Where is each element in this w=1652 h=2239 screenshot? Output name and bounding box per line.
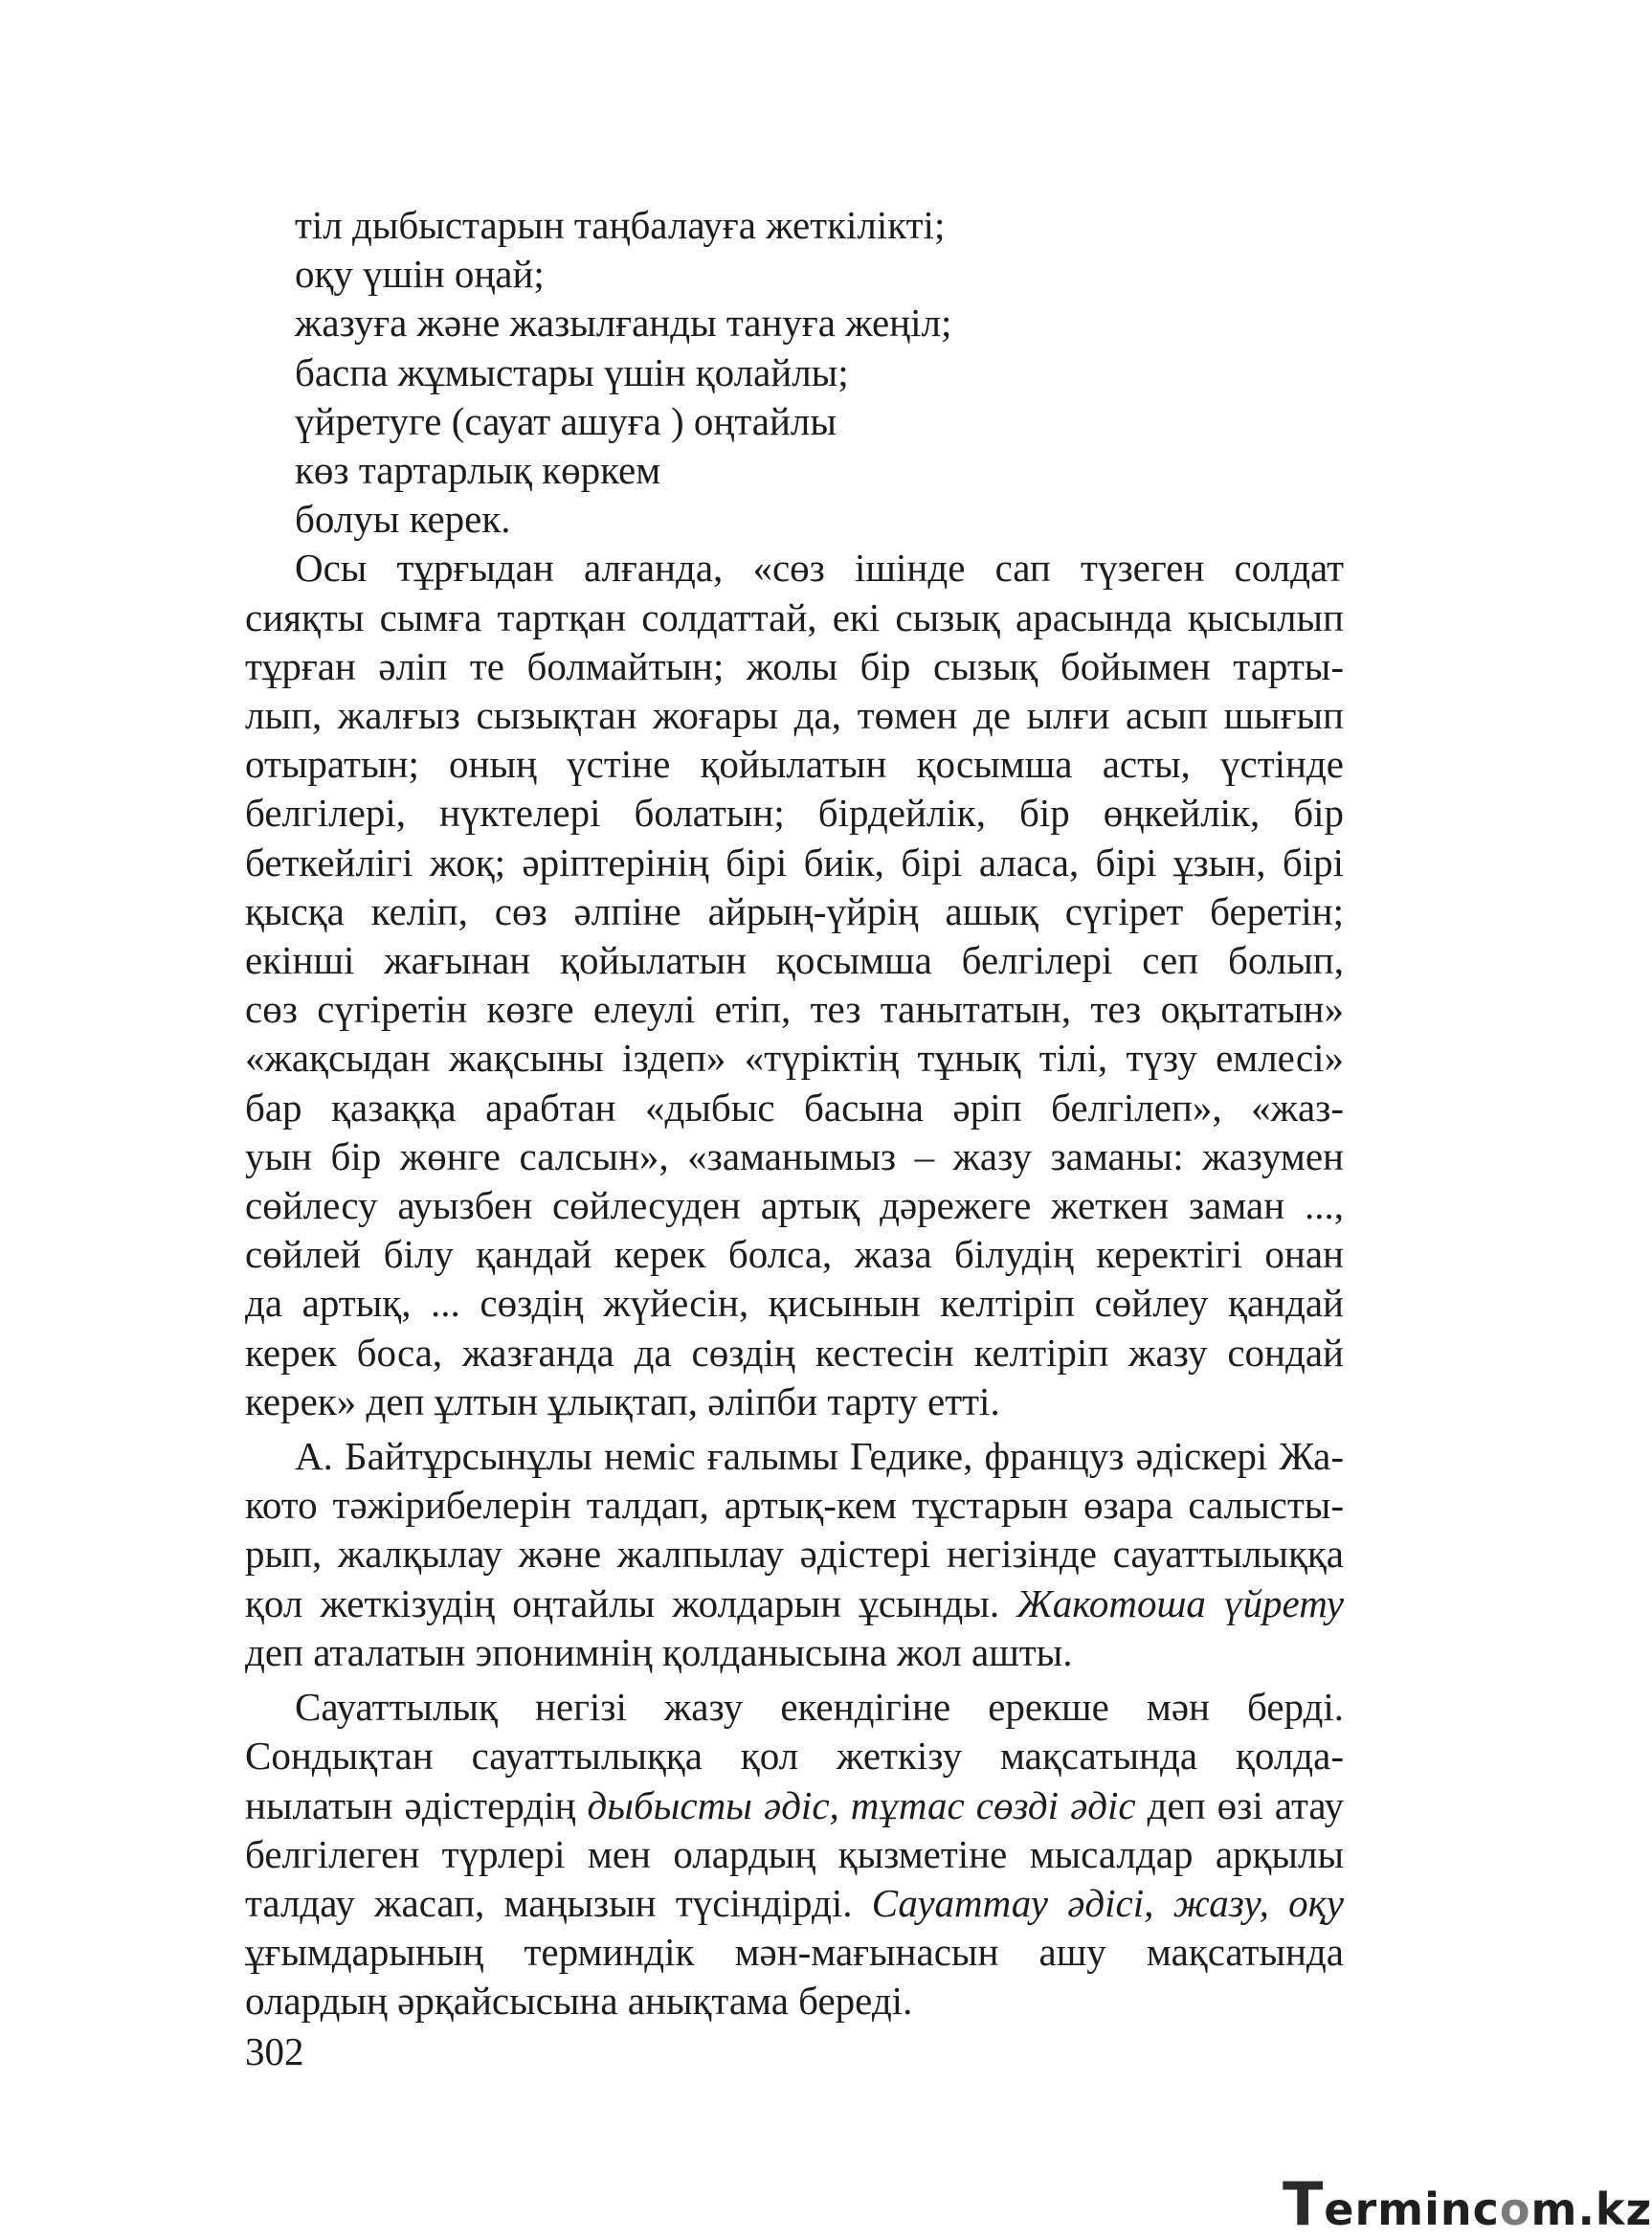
body-text: [245, 201, 1344, 2026]
watermark-o: o: [1499, 2183, 1531, 2235]
paragraph-line: сияқты сымға тартқан солдаттай, екі сызық арасында қысылып: [245, 594, 1344, 639]
paragraph-line: олардың әрқайсысына анықтама береді.: [245, 1979, 913, 2024]
paragraph-line: қысқа келіп, сөз әлпіне айрың-үйрің ашық сүгірет беретін;: [245, 888, 1344, 933]
paragraph-line: керек боса, жазғанда да сөздің кестесін келтіріп жазу сондай: [245, 1330, 1344, 1375]
paragraph-line: деп аталатын эпонимнің қолданысына жол ашты.: [245, 1629, 1073, 1674]
paragraph-line: А. Байтұрсынұлы неміс ғалымы Гедике, француз әдіскері Жа-: [295, 1434, 1344, 1479]
text-run: деп өзі атау: [1135, 1782, 1344, 1827]
paragraph-line: тұрған әліп те болмайтын; жолы бір сызық бойымен тарты-: [245, 643, 1344, 688]
paragraph-line: кото тәжірибелерін талдап, артық-кем тұстарын өзара салысты-: [245, 1483, 1344, 1528]
list-item: көз тартарлық көркем: [295, 448, 661, 493]
watermark-text: erminc: [1324, 2183, 1500, 2235]
italic-term: Сауаттау әдісі, жазу, оқу: [871, 1880, 1344, 1925]
paragraph-line: рып, жалқылау және жалпылау әдістері негізінде сауаттылыққа: [245, 1532, 1344, 1577]
paragraph-line: «жақсыдан жақсыны іздеп» «түріктің тұнық тілі, түзу емлесі»: [245, 1036, 1344, 1081]
paragraph-line: [245, 1579, 1344, 1628]
paragraph-quote: [245, 544, 1344, 1426]
paragraph-line: уын бір жөнге салсын», «заманымыз – жазу заманы: жазумен: [245, 1133, 1344, 1178]
list-item: болуы керек.: [295, 497, 511, 542]
list-item: оқу үшін оңай;: [295, 252, 545, 297]
watermark-t: T: [1283, 2169, 1325, 2239]
paragraph-line: [245, 1879, 1344, 1928]
paragraph-line: сөйлей білу қандай керек болса, жаза білудің керектігі онан: [245, 1232, 1344, 1277]
paragraph-baitursynuly: [245, 1432, 1344, 1677]
paragraph-literacy: [245, 1683, 1344, 2026]
text-run: талдау жасап, маңызын түсіндірді.: [245, 1880, 872, 1925]
paragraph-line: беткейлігі жоқ; әріптерінің бірі биік, бірі аласа, бірі ұзын, бірі: [245, 840, 1344, 884]
paragraph-line: [245, 1781, 1344, 1830]
requirements-list: [245, 201, 1344, 544]
text-run: нылатын әдістердің: [245, 1782, 588, 1827]
paragraph-line: керек» деп ұлтын ұлықтап, әліпби тарту етті.: [245, 1378, 1000, 1423]
list-item: баспа жұмыстары үшін қолайлы;: [295, 349, 849, 394]
paragraph-line: сөз сүгіретін көзге елеулі етіп, тез танытатын, тез оқытатын»: [245, 987, 1344, 1032]
paragraph-line: сөйлесу ауызбен сөйлесуден артық дәрежеге жеткен заман ...,: [245, 1183, 1344, 1228]
watermark-text: m.kz: [1530, 2183, 1652, 2235]
list-item: үйретуге (сауат ашуға ) оңтайлы: [295, 398, 837, 443]
paragraph-line: бар қазаққа арабтан «дыбыс басына әріп белгілеп», «жаз-: [245, 1085, 1344, 1130]
paragraph-line: белгілеген түрлері мен олардың қызметіне мысалдар арқылы: [245, 1831, 1344, 1876]
paragraph-line: екінші жағынан қойылатын қосымша белгілері сеп болып,: [245, 938, 1344, 983]
list-item: тіл дыбыстарын таңбалауға жеткілікті;: [295, 203, 946, 247]
termincom-watermark-logo: [1283, 2169, 1652, 2239]
paragraph-line: Сондықтан сауаттылыққа қол жеткізу мақсатында қолда-: [245, 1734, 1344, 1779]
paragraph-line: лып, жалғыз сызықтан жоғары да, төмен де ылғи асып шығып: [245, 693, 1344, 738]
italic-term: дыбысты әдіс, тұтас сөзді әдіс: [587, 1782, 1136, 1827]
page-number: 302: [245, 2029, 304, 2073]
paragraph-line: белгілері, нүктелері болатын; бірдейлік, бір өңкейлік, бір: [245, 791, 1344, 836]
text-run: қол жеткізудің оңтайлы жолдарын ұсынды.: [245, 1580, 1017, 1625]
paragraph-line: отыратын; оның үстіне қойылатын қосымша асты, үстінде: [245, 742, 1344, 787]
italic-term: Жакотоша үйрету: [1016, 1580, 1344, 1625]
paragraph-line: Осы тұрғыдан алғанда, «сөз ішінде сап түзеген солдат: [295, 546, 1344, 591]
paragraph-line: Сауаттылық негізі жазу екендігіне ерекше мән берді.: [295, 1685, 1344, 1730]
list-item: жазуға және жазылғанды тануға жеңіл;: [295, 301, 952, 346]
paragraph-line: да артық, ... сөздің жүйесін, қисынын келтіріп сөйлеу қандай: [245, 1281, 1344, 1326]
paragraph-line: ұғымдарының терминдік мән-мағынасын ашу мақсатында: [245, 1930, 1344, 1975]
